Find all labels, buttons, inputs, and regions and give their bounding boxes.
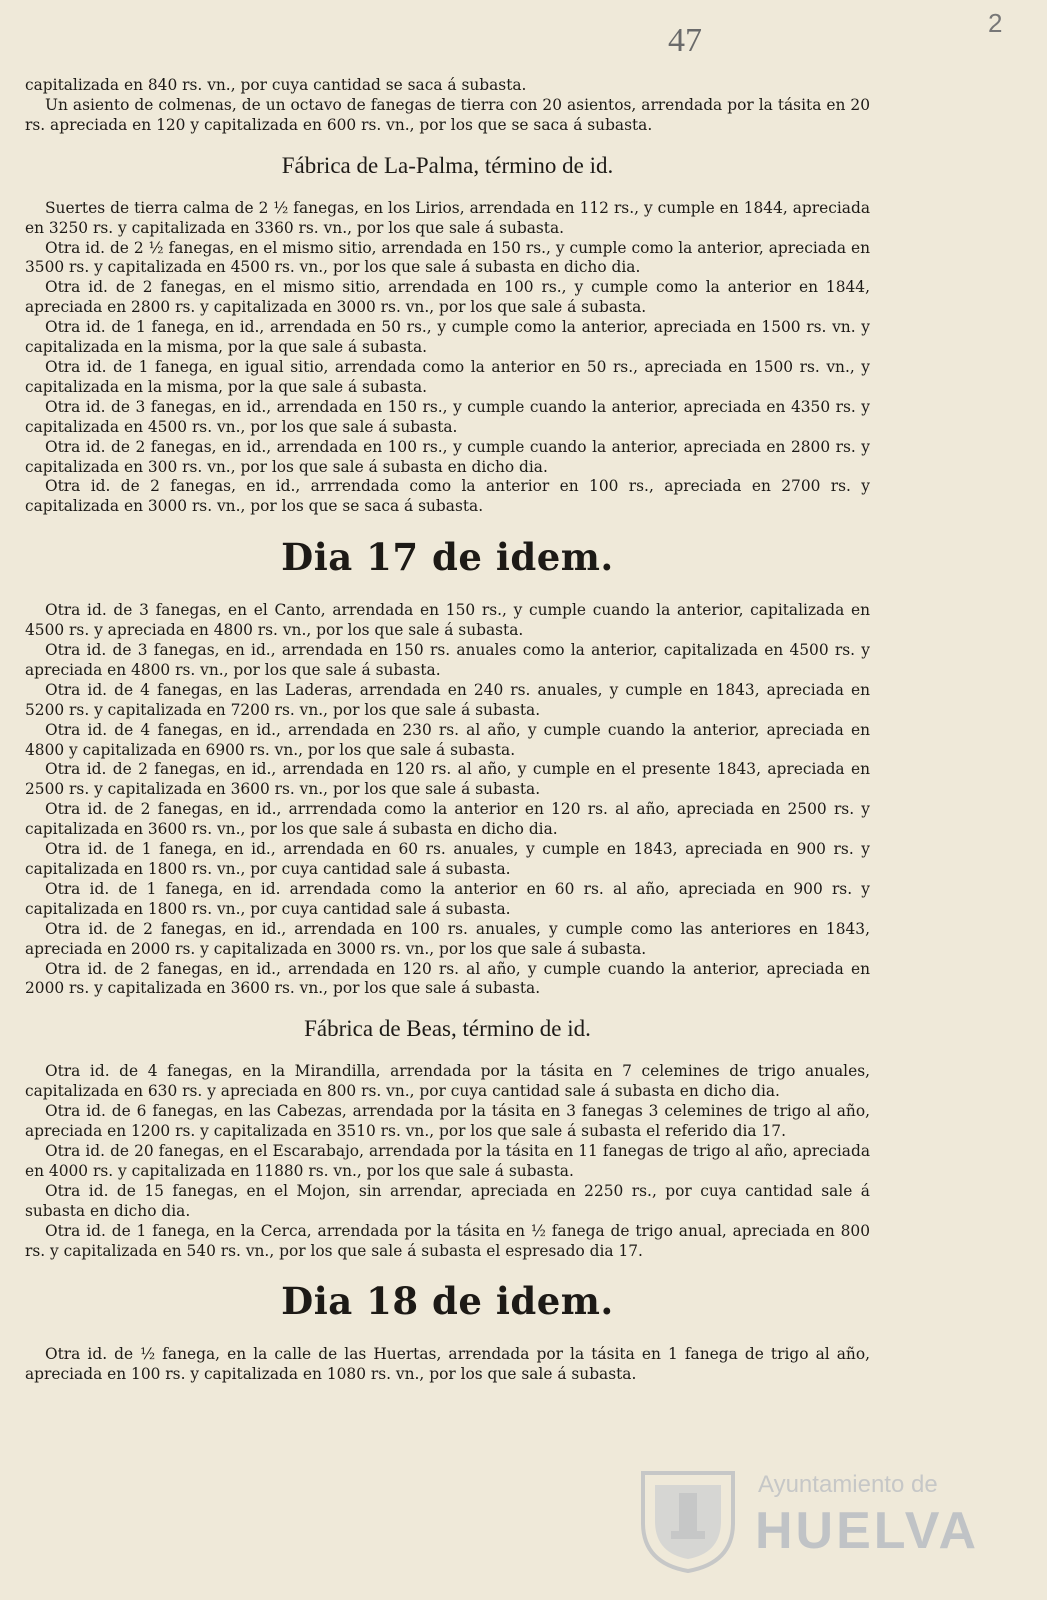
entry-paragraph: Suertes de tierra calma de 2 ½ fanegas, en los Lirios, arrendada en 112 rs., y cumple en 1844, apreciada en 3250 rs. y capitalizada en 3360 rs. vn., por los que sale á subasta.: [25, 198, 870, 237]
entry-paragraph: Otra id. de ½ fanega, en la calle de las Huertas, arrendada por la tásita en 1 fanega de trigo al año, apreciada en 100 rs. y capitalizada en 1080 rs. vn., por los que sale á subasta.: [25, 1345, 870, 1384]
entry-paragraph: Otra id. de 4 fanegas, en las Laderas, arrendada en 240 rs. anuales, y cumple en 1843, apreciada en 5200 rs. y capitalizada en 7200 rs. vn., por los que sale á subasta.: [25, 680, 870, 719]
entry-paragraph: Otra id. de 2 fanegas, en id., arrendada en 100 rs., y cumple cuando la anterior, apreciada en 2800 rs. y capitalizada en 300 rs. vn., por los que sale á subasta en dicho dia.: [25, 437, 870, 476]
entry-paragraph: Otra id. de 1 fanega, en id., arrendada en 60 rs. anuales, y cumple en 1843, apreciada en 900 rs. y capitalizada en 1800 rs. vn., por cuya cantidad sale á subasta.: [25, 840, 870, 878]
entry-paragraph: Otra id. de 4 fanegas, en la Mirandilla, arrendada por la tásita en 7 celemines de trigo anuales, capitalizada en 630 rs. y apreciada en 800 rs. vn., por cuya cantidad sale á subasta en dicho dia.: [25, 1062, 870, 1101]
entry-paragraph: Otra id. de 2 fanegas, en el mismo sitio, arrendada en 100 rs., y cumple como la anterior en 1844, apreciada en 2800 rs. y capitalizada en 3000 rs. vn., por los que sale á subasta.: [25, 278, 870, 317]
section-heading: Fábrica de Beas, término de id.: [304, 1016, 591, 1042]
entry-paragraph: Otra id. de 2 fanegas, en id., arrendada en 100 rs. anuales, y cumple como las anteriores en 1843, apreciada en 2000 rs. y capitalizada en 3000 rs. vn., por los que sale á subasta.: [25, 919, 870, 958]
coat-of-arms-icon: [633, 1463, 743, 1573]
entry-paragraph: capitalizada en 840 rs. vn., por cuya cantidad se saca á subasta.: [25, 76, 527, 94]
day-heading: Dia 17 de idem.: [281, 535, 614, 580]
entry-paragraph: Otra id. de 6 fanegas, en las Cabezas, arrendada por la tásita en 3 fanegas 3 celemines de trigo al año, apreciada en 1200 rs. y capitalizada en 3510 rs. vn., por los que sale á subasta el referido dia 17.: [25, 1102, 870, 1141]
section-heading: Fábrica de La-Palma, término de id.: [281, 152, 614, 178]
entry-paragraph: Otra id. de 3 fanegas, en el Canto, arrendada en 150 rs., y cumple cuando la anterior, capitalizada en 4500 rs. y apreciada en 4800 rs. vn., por los que sale á subasta.: [25, 601, 870, 640]
entry-paragraph: Otra id. de 2 ½ fanegas, en el mismo sitio, arrendada en 150 rs., y cumple como la anterior, apreciada en 3500 rs. y capitalizada en 4500 rs. vn., por los que sale á subasta en dicho dia.: [25, 238, 870, 277]
corner-mark: 2: [988, 8, 1003, 38]
entry-paragraph: Otra id. de 2 fanegas, en id., arrrendada como la anterior en 100 rs., apreciada en 2700 rs. y capitalizada en 3000 rs. vn., por los que se saca á subasta.: [25, 477, 870, 516]
entry-paragraph: Otra id. de 1 fanega, en id. arrendada como la anterior en 60 rs. al año, apreciada en 900 rs. y capitalizada en 1800 rs. vn., por cuya cantidad sale á subasta.: [25, 879, 870, 918]
day-heading: Dia 18 de idem.: [281, 1279, 614, 1324]
entry-paragraph: Otra id. de 2 fanegas, en id., arrrendada como la anterior en 120 rs. al año, apreciada en 2500 rs. y capitalizada en 3600 rs. vn., por los que sale á subasta en dicho dia.: [25, 800, 870, 839]
entry-paragraph: Otra id. de 3 fanegas, en id., arrendada en 150 rs. anuales como la anterior, capitalizada en 4500 rs. y apreciada en 4800 rs. vn., por los que sale á subasta.: [25, 641, 870, 679]
entry-paragraph: Otra id. de 1 fanega, en la Cerca, arrendada por la tásita en ½ fanega de trigo anual, apreciada en 800 rs. y capitalizada en 540 rs. vn., por los que sale á subasta el espresado dia 17.: [25, 1221, 870, 1260]
entry-paragraph: Otra id. de 3 fanegas, en id., arrendada en 150 rs., y cumple cuando la anterior, apreciada en 4350 rs. y capitalizada en 4500 rs. vn., por los que sale á subasta.: [25, 397, 870, 436]
watermark: [633, 1463, 980, 1573]
entry-paragraph: Un asiento de colmenas, de un octavo de fanegas de tierra con 20 asientos, arrendada por la tásita en 20 rs. apreciada en 120 y capitalizada en 600 rs. vn., por los que se saca á subasta.: [25, 95, 870, 134]
entry-paragraph: Otra id. de 15 fanegas, en el Mojon, sin arrendar, apreciada en 2250 rs., por cuya cantidad sale á subasta en dicho dia.: [25, 1181, 870, 1220]
entry-paragraph: Otra id. de 2 fanegas, en id., arrendada en 120 rs. al año, y cumple cuando la anterior, apreciada en 2000 rs. y capitalizada en 3600 rs. vn., por los que sale á subasta.: [25, 959, 870, 998]
entry-paragraph: Otra id. de 1 fanega, en id., arrendada en 50 rs., y cumple como la anterior, apreciada en 1500 rs. vn. y capitalizada en la misma, por la que sale á subasta.: [25, 318, 870, 357]
watermark-line2: HUELVA: [755, 1502, 980, 1560]
entry-paragraph: Otra id. de 4 fanegas, en id., arrendada en 230 rs. al año, y cumple cuando la anterior, apreciada en 4800 y capitalizada en 6900 rs. vn., por los que sale á subasta.: [25, 720, 870, 759]
entry-paragraph: Otra id. de 20 fanegas, en el Escarabajo, arrendada por la tásita en 11 fanegas de trigo al año, apreciada en 4000 rs. y capitalizada en 11880 rs. vn., por los que sale á subasta.: [25, 1141, 870, 1180]
page-number: 47: [668, 22, 702, 59]
watermark-line1: Ayuntamiento de: [758, 1471, 938, 1498]
entry-paragraph: Otra id. de 2 fanegas, en id., arrendada en 120 rs. al año, y cumple en el presente 1843, apreciada en 2500 rs. y capitalizada en 3600 rs. vn., por los que sale á subasta.: [25, 760, 870, 799]
document-body: [25, 76, 870, 1385]
entry-paragraph: Otra id. de 1 fanega, en igual sitio, arrendada como la anterior en 50 rs., apreciada en 1500 rs. vn., y capitalizada en la misma, por la que sale á subasta.: [25, 357, 870, 396]
